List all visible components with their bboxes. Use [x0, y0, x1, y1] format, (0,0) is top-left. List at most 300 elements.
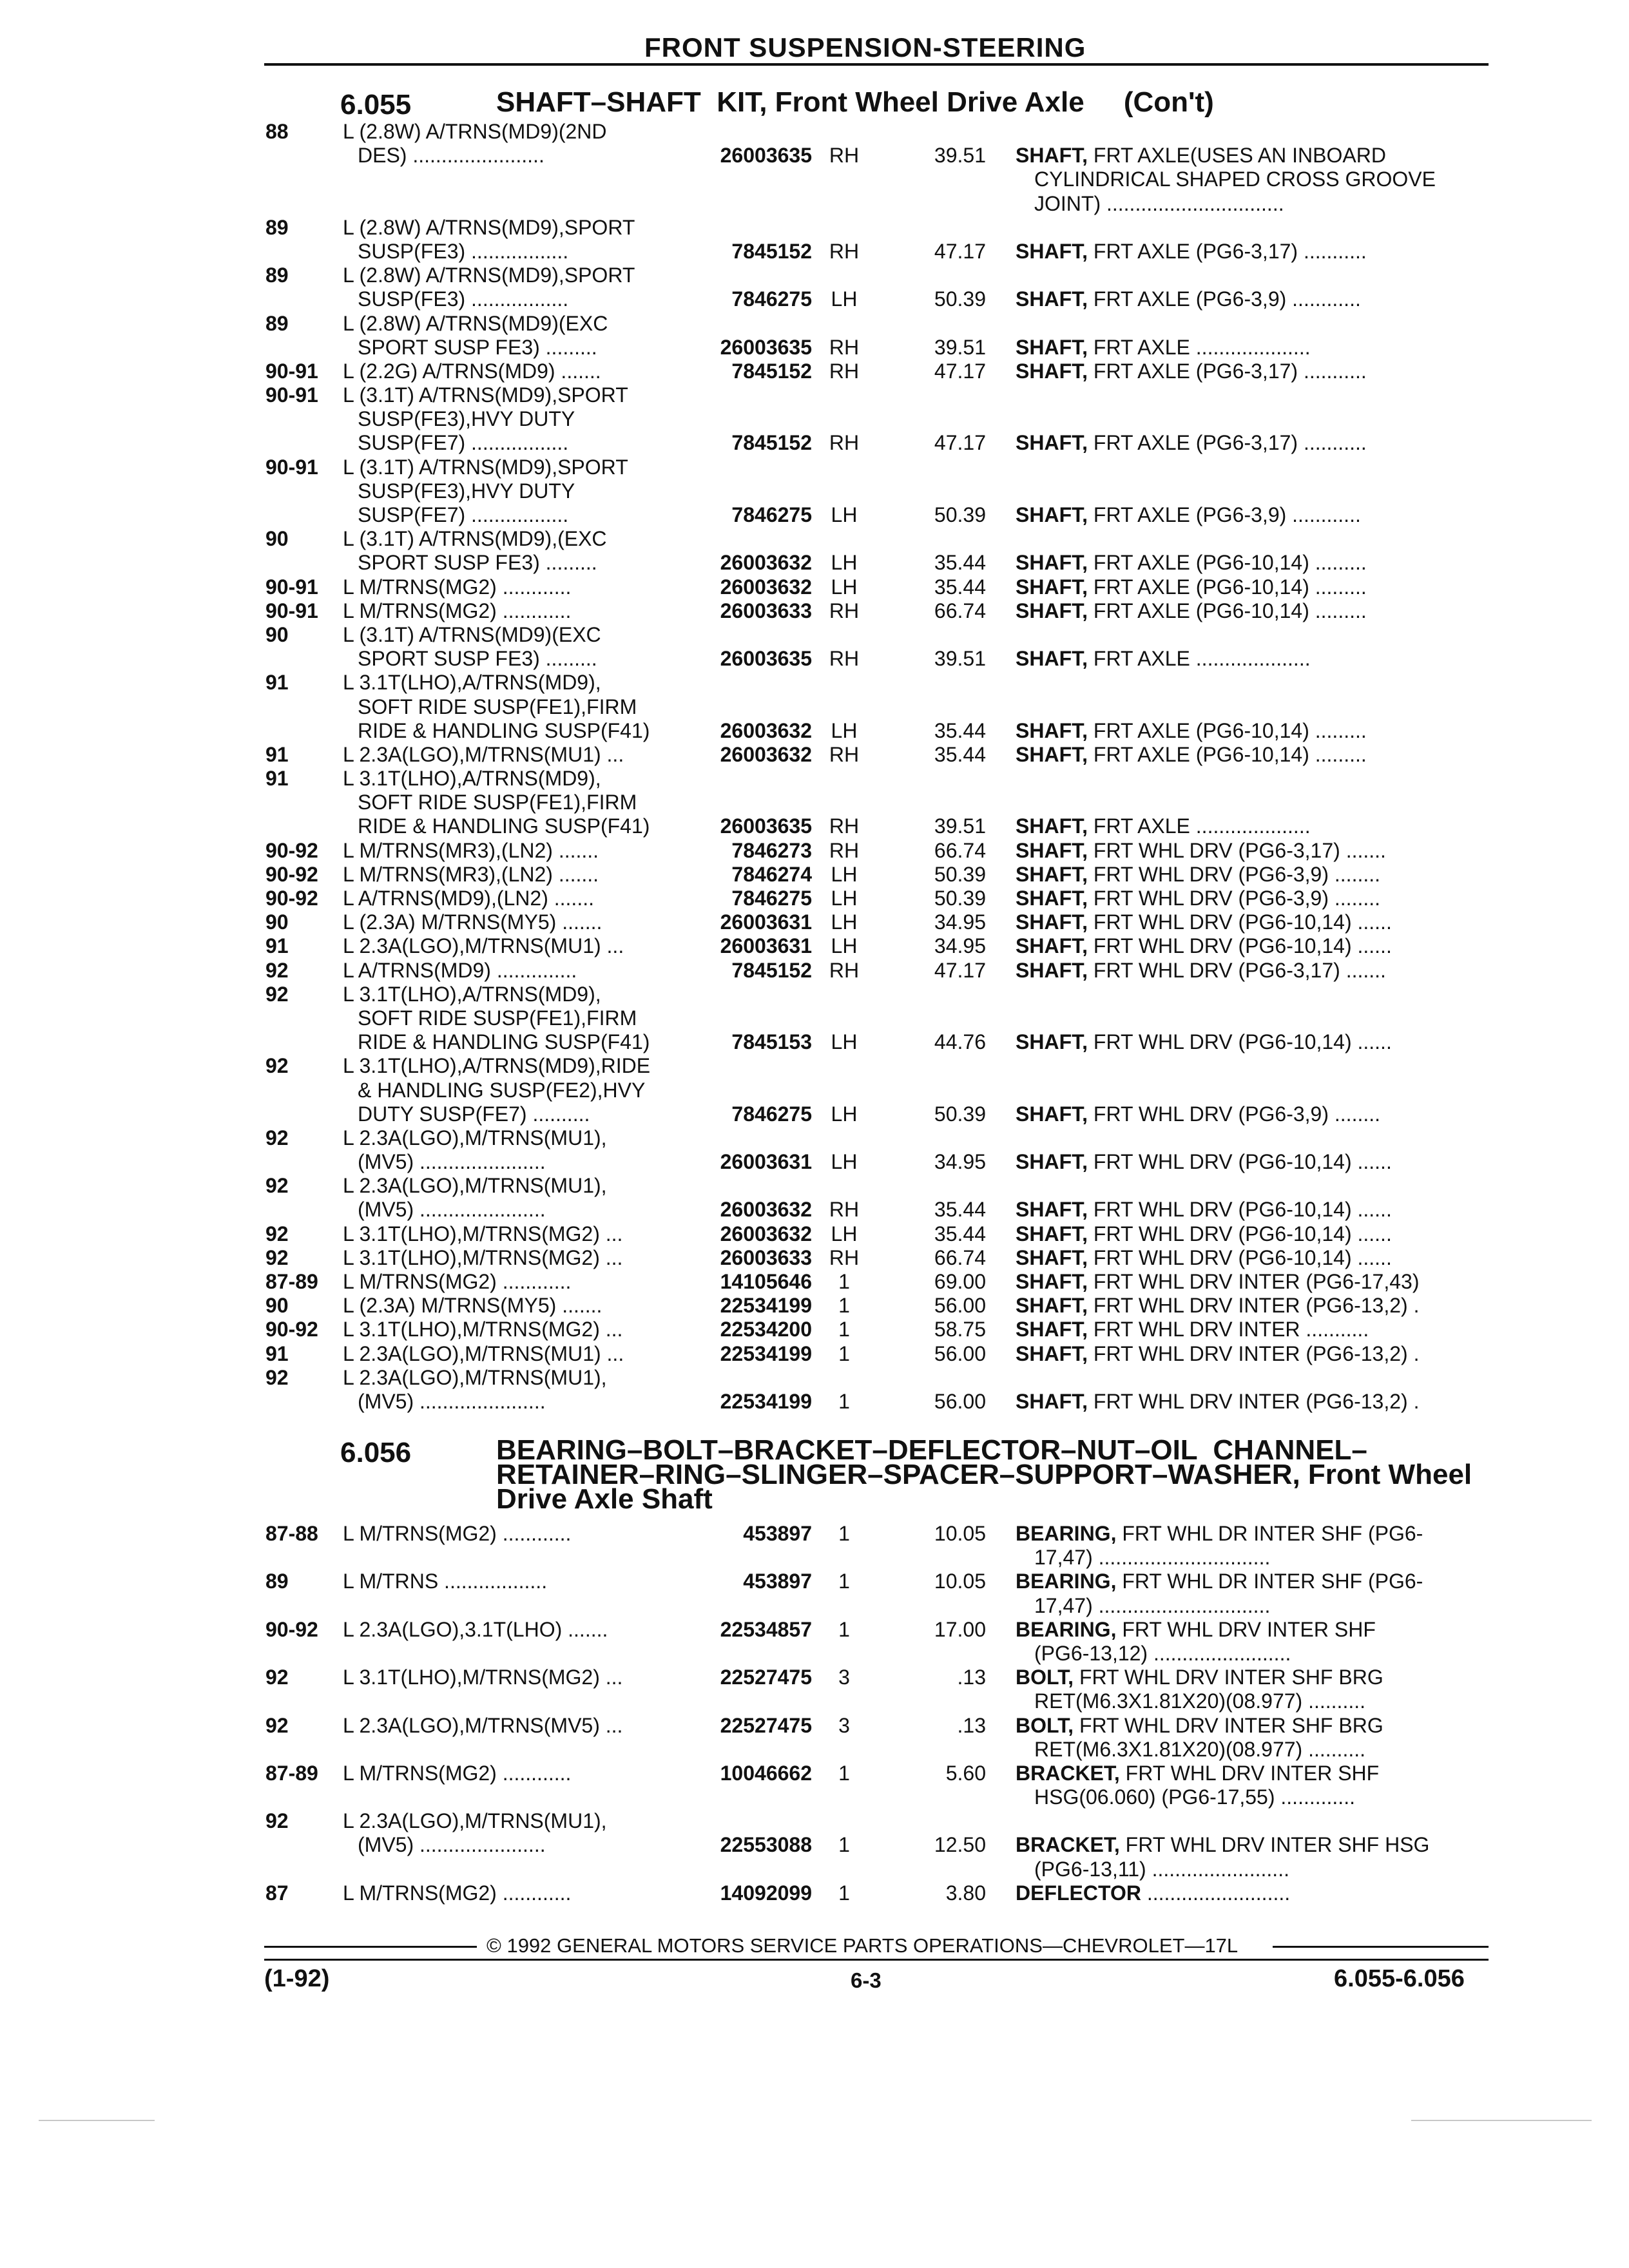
part-number: 26003632	[720, 742, 812, 766]
application-description: (MV5) ......................	[358, 1150, 546, 1174]
application-description: SOFT RIDE SUSP(FE1),FIRM	[358, 1006, 637, 1030]
quantity-side: 1	[838, 1318, 850, 1341]
part-name	[1034, 1738, 1365, 1762]
part-name-detail: FRT AXLE (PG6-10,14) .........	[1088, 599, 1367, 622]
section-number: 6.055	[340, 89, 412, 120]
model-year: 90-92	[265, 887, 318, 910]
model-year: 92	[265, 1126, 289, 1149]
list-price: .13	[957, 1713, 986, 1737]
application-description: L 2.3A(LGO),M/TRNS(MU1),	[343, 1126, 607, 1149]
part-number: 22534199	[720, 1294, 812, 1318]
list-price: 44.76	[934, 1030, 986, 1054]
part-name-detail: FRT AXLE (PG6-3,9) ............	[1088, 287, 1361, 311]
application-description: L M/TRNS(MG2) ............	[343, 1881, 572, 1905]
table-row	[0, 767, 1629, 791]
part-name	[1016, 551, 1367, 575]
part-name	[1034, 1858, 1289, 1881]
part-name-keyword: DEFLECTOR	[1016, 1881, 1141, 1905]
part-name-detail: FRT WHL DRV INTER (PG6-17,43)	[1088, 1270, 1420, 1293]
part-name-detail: FRT WHL DRV INTER (PG6-13,2) .	[1088, 1341, 1420, 1365]
part-name-detail: FRT AXLE (PG6-3,17) ...........	[1088, 431, 1367, 455]
quantity-side: LH	[831, 1102, 858, 1126]
application-description: SUSP(FE3),HVY DUTY	[358, 407, 575, 431]
table-row	[0, 1079, 1629, 1102]
part-name-keyword: SHAFT,	[1016, 144, 1088, 168]
table-row	[0, 910, 1629, 934]
part-name-keyword: SHAFT,	[1016, 958, 1088, 982]
table-row	[0, 216, 1629, 240]
model-year: 90	[265, 527, 289, 551]
application-description: L (2.3A) M/TRNS(MY5) .......	[343, 910, 602, 934]
part-name-detail: FRT WHL DRV INTER SHF BRG	[1074, 1713, 1383, 1737]
part-name	[1016, 1030, 1392, 1054]
application-description: L M/TRNS(MR3),(LN2) .......	[343, 838, 599, 862]
model-year: 90	[265, 1294, 289, 1318]
part-name-keyword: SHAFT,	[1016, 1318, 1088, 1341]
application-description: L (3.1T) A/TRNS(MD9),SPORT	[343, 455, 628, 479]
quantity-side: 1	[838, 1522, 850, 1545]
model-year: 87-89	[265, 1270, 318, 1293]
application-description: L 3.1T(LHO),M/TRNS(MG2) ...	[343, 1666, 623, 1689]
model-year: 89	[265, 215, 289, 239]
part-number: 7846275	[731, 1102, 812, 1126]
table-row	[0, 1294, 1629, 1318]
quantity-side: LH	[831, 862, 858, 886]
part-name-detail: FRT WHL DRV (PG6-10,14) ......	[1088, 1030, 1392, 1054]
model-year: 90-91	[265, 455, 318, 479]
quantity-side: RH	[829, 1198, 860, 1222]
application-description: L M/TRNS(MG2) ............	[343, 1522, 572, 1545]
part-name-detail: FRT WHL DR INTER SHF (PG6-	[1116, 1522, 1423, 1545]
table-row	[0, 503, 1629, 527]
part-name-detail: FRT WHL DRV (PG6-10,14) ......	[1088, 1245, 1392, 1269]
part-name-detail: RET(M6.3X1.81X20)(08.977) ..........	[1034, 1689, 1365, 1713]
quantity-side: LH	[831, 1030, 858, 1054]
quantity-side: 3	[838, 1713, 850, 1737]
application-description: L M/TRNS(MG2) ............	[343, 1270, 572, 1293]
part-name	[1016, 1246, 1392, 1270]
part-name	[1034, 1642, 1291, 1666]
application-description: L 2.3A(LGO),3.1T(LHO) .......	[343, 1617, 608, 1641]
part-name-keyword: SHAFT,	[1016, 551, 1088, 575]
application-description: L M/TRNS(MG2) ............	[343, 599, 572, 622]
list-price: 56.00	[934, 1294, 986, 1318]
part-name-detail: FRT WHL DRV INTER SHF HSG	[1119, 1833, 1430, 1857]
part-name-keyword: SHAFT,	[1016, 1102, 1088, 1126]
application-description: SUSP(FE7) .................	[358, 431, 569, 455]
footer-rule-right	[1273, 1946, 1489, 1948]
part-name-keyword: SHAFT,	[1016, 359, 1088, 383]
list-price: 56.00	[934, 1341, 986, 1365]
table-row	[0, 743, 1629, 767]
table-row	[0, 1126, 1629, 1150]
application-description: L (2.8W) A/TRNS(MD9)(2ND	[343, 120, 607, 143]
table-row	[0, 1738, 1629, 1762]
part-name-detail: FRT AXLE ....................	[1088, 814, 1311, 838]
part-name-keyword: SHAFT,	[1016, 1030, 1088, 1054]
list-price: 34.95	[934, 910, 986, 934]
part-name	[1016, 1150, 1392, 1174]
part-name-detail: FRT AXLE (PG6-10,14) .........	[1088, 718, 1367, 742]
application-description: SUSP(FE3),HVY DUTY	[358, 479, 575, 503]
part-name	[1016, 814, 1311, 838]
part-name-detail: (PG6-13,12) ........................	[1034, 1641, 1291, 1665]
part-number: 26003631	[720, 910, 812, 934]
part-name	[1034, 1546, 1270, 1570]
part-name	[1016, 287, 1361, 311]
model-year: 92	[265, 1713, 289, 1737]
quantity-side: RH	[829, 958, 860, 982]
part-name-detail: 17,47) ..............................	[1034, 1593, 1271, 1617]
parts-table	[0, 120, 1629, 1414]
part-name	[1016, 743, 1367, 767]
application-description: L M/TRNS(MG2) ............	[343, 575, 572, 599]
part-number: 7846275	[731, 503, 812, 526]
application-description: SPORT SUSP FE3) .........	[358, 335, 597, 359]
model-year: 92	[265, 1245, 289, 1269]
part-name-detail: FRT WHL DRV (PG6-10,14) ......	[1088, 1198, 1392, 1222]
list-price: 58.75	[934, 1318, 986, 1341]
part-name-keyword: BOLT,	[1016, 1713, 1074, 1737]
model-year: 90-92	[265, 838, 318, 862]
table-row	[0, 863, 1629, 887]
part-number: 26003631	[720, 934, 812, 958]
table-row	[0, 1858, 1629, 1881]
part-name	[1016, 910, 1392, 934]
footer-copyright: © 1992 GENERAL MOTORS SERVICE PARTS OPERATIONS—CHEVROLET—17L	[487, 1934, 1239, 1957]
part-name-detail: (PG6-13,11) ........................	[1034, 1857, 1289, 1881]
application-description: (MV5) ......................	[358, 1389, 546, 1413]
quantity-side: 1	[838, 1570, 850, 1593]
model-year: 87-88	[265, 1522, 318, 1545]
table-row	[0, 1390, 1629, 1414]
part-name	[1016, 144, 1386, 168]
part-number: 26003632	[720, 1198, 812, 1222]
part-name-keyword: BEARING,	[1016, 1522, 1117, 1545]
part-name	[1016, 959, 1386, 983]
part-name-detail: FRT WHL DRV INTER (PG6-13,2) .	[1088, 1294, 1420, 1318]
part-number: 7846273	[731, 838, 812, 862]
part-name-detail: FRT WHL DRV INTER SHF	[1116, 1617, 1376, 1641]
part-number: 7846275	[731, 287, 812, 311]
part-name-detail: FRT WHL DRV INTER ...........	[1088, 1318, 1369, 1341]
part-name	[1034, 168, 1436, 191]
table-row	[0, 1833, 1629, 1857]
part-name-keyword: SHAFT,	[1016, 1389, 1088, 1413]
table-row	[0, 1785, 1629, 1809]
part-name	[1034, 192, 1284, 216]
part-name	[1016, 1342, 1419, 1366]
application-description: L M/TRNS(MR3),(LN2) .......	[343, 862, 599, 886]
list-price: .13	[957, 1666, 986, 1689]
model-year: 90-92	[265, 862, 318, 886]
quantity-side: RH	[829, 1245, 860, 1269]
table-row	[0, 1246, 1629, 1270]
part-name-detail: FRT AXLE (PG6-3,17) ...........	[1088, 239, 1367, 263]
model-year: 87	[265, 1881, 289, 1905]
table-row	[0, 312, 1629, 336]
part-name-keyword: SHAFT,	[1016, 742, 1088, 766]
part-name	[1034, 1594, 1270, 1618]
part-number: 22534857	[720, 1617, 812, 1641]
part-number: 26003632	[720, 575, 812, 599]
table-row	[0, 336, 1629, 360]
application-description: L 3.1T(LHO),A/TRNS(MD9),	[343, 982, 601, 1006]
part-name	[1016, 647, 1311, 671]
part-name-keyword: SHAFT,	[1016, 647, 1088, 671]
footer-date-code: (1-92)	[264, 1965, 330, 1992]
quantity-side: 1	[838, 1761, 850, 1785]
list-price: 47.17	[934, 359, 986, 383]
part-name-detail: FRT AXLE (PG6-10,14) .........	[1088, 551, 1367, 575]
part-name	[1016, 1522, 1423, 1546]
table-row	[0, 599, 1629, 623]
part-name	[1034, 1785, 1355, 1809]
quantity-side: LH	[831, 887, 858, 910]
table-row	[0, 1642, 1629, 1666]
application-description: L (3.1T) A/TRNS(MD9),(EXC	[343, 527, 607, 551]
part-name-detail: FRT WHL DR INTER SHF (PG6-	[1116, 1570, 1423, 1593]
page-header-title: FRONT SUSPENSION-STEERING	[644, 32, 1086, 62]
application-description: L 3.1T(LHO),A/TRNS(MD9),	[343, 671, 601, 695]
application-description: SUSP(FE3) .................	[358, 287, 569, 311]
application-description: L 3.1T(LHO),M/TRNS(MG2) ...	[343, 1245, 623, 1269]
application-description: L (2.2G) A/TRNS(MD9) .......	[343, 359, 601, 383]
part-number: 7845152	[731, 431, 812, 455]
part-name	[1016, 360, 1367, 383]
part-name-detail: FRT WHL DRV (PG6-3,9) ........	[1088, 887, 1381, 910]
table-row	[0, 264, 1629, 287]
part-name-keyword: SHAFT,	[1016, 239, 1088, 263]
application-description: DUTY SUSP(FE7) ..........	[358, 1102, 590, 1126]
part-name	[1016, 839, 1386, 863]
quantity-side: RH	[829, 647, 860, 671]
part-name-detail: FRT AXLE (PG6-10,14) .........	[1088, 742, 1367, 766]
section-title-line-1: BEARING–BOLT–BRACKET–DEFLECTOR–NUT–OIL CHANNEL–	[496, 1434, 1367, 1466]
application-description: L A/TRNS(MD9) ..............	[343, 958, 577, 982]
part-name	[1034, 1689, 1365, 1713]
part-number: 26003632	[720, 551, 812, 575]
part-number: 26003633	[720, 1245, 812, 1269]
footer-rule-left	[264, 1946, 477, 1948]
table-row	[0, 1570, 1629, 1593]
quantity-side: LH	[831, 718, 858, 742]
part-name	[1016, 1102, 1380, 1126]
part-name-keyword: SHAFT,	[1016, 1245, 1088, 1269]
list-price: 47.17	[934, 239, 986, 263]
part-name-keyword: SHAFT,	[1016, 814, 1088, 838]
part-number: 7845152	[731, 359, 812, 383]
table-row	[0, 623, 1629, 647]
model-year: 92	[265, 1222, 289, 1245]
application-description: L 3.1T(LHO),A/TRNS(MD9),	[343, 767, 601, 791]
list-price: 5.60	[945, 1761, 986, 1785]
list-price: 10.05	[934, 1570, 986, 1593]
part-name-keyword: SHAFT,	[1016, 575, 1088, 599]
table-row	[0, 360, 1629, 383]
application-description: L (2.8W) A/TRNS(MD9),SPORT	[343, 215, 635, 239]
part-name-keyword: SHAFT,	[1016, 599, 1088, 622]
part-name	[1016, 575, 1367, 599]
model-year: 90-91	[265, 575, 318, 599]
application-description: L (3.1T) A/TRNS(MD9)(EXC	[343, 622, 601, 646]
part-name-detail: FRT WHL DRV (PG6-10,14) ......	[1088, 910, 1392, 934]
part-name-keyword: SHAFT,	[1016, 503, 1088, 526]
table-row	[0, 551, 1629, 575]
table-row	[0, 575, 1629, 599]
table-row	[0, 695, 1629, 719]
application-description: SUSP(FE7) .................	[358, 503, 569, 526]
part-name-detail: FRT WHL DRV INTER SHF	[1119, 1761, 1380, 1785]
table-row	[0, 1618, 1629, 1642]
quantity-side: 1	[838, 1294, 850, 1318]
part-name-detail: RET(M6.3X1.81X20)(08.977) ..........	[1034, 1737, 1365, 1761]
application-description: L 2.3A(LGO),M/TRNS(MU1),	[343, 1809, 607, 1833]
part-number: 7845152	[731, 958, 812, 982]
part-number: 22527475	[720, 1713, 812, 1737]
part-number: 26003635	[720, 335, 812, 359]
table-row	[0, 983, 1629, 1006]
part-name-detail: CYLINDRICAL SHAPED CROSS GROOVE	[1034, 168, 1436, 191]
part-number: 26003635	[720, 144, 812, 168]
part-name-keyword: SHAFT,	[1016, 718, 1088, 742]
model-year: 92	[265, 958, 289, 982]
part-name	[1016, 1294, 1419, 1318]
part-name-detail: .........................	[1141, 1881, 1291, 1905]
application-description: RIDE & HANDLING SUSP(F41)	[358, 814, 650, 838]
part-number: 22527475	[720, 1666, 812, 1689]
list-price: 39.51	[934, 814, 986, 838]
table-row	[0, 1762, 1629, 1785]
quantity-side: LH	[831, 575, 858, 599]
quantity-side: LH	[831, 1222, 858, 1245]
table-row	[0, 934, 1629, 958]
part-number: 7846275	[731, 887, 812, 910]
model-year: 92	[265, 1666, 289, 1689]
part-number: 14092099	[720, 1881, 812, 1905]
quantity-side: 1	[838, 1270, 850, 1293]
list-price: 34.95	[934, 1150, 986, 1174]
part-name-keyword: BRACKET,	[1016, 1761, 1120, 1785]
application-description: L M/TRNS(MG2) ............	[343, 1761, 572, 1785]
part-name-detail: FRT WHL DRV (PG6-10,14) ......	[1088, 1222, 1392, 1245]
table-row	[0, 287, 1629, 311]
model-year: 90-92	[265, 1617, 318, 1641]
part-number: 22553088	[720, 1833, 812, 1857]
table-row	[0, 192, 1629, 216]
part-name-keyword: BEARING,	[1016, 1570, 1117, 1593]
part-number: 7845152	[731, 239, 812, 263]
quantity-side: LH	[831, 910, 858, 934]
application-description: L M/TRNS ..................	[343, 1570, 548, 1593]
list-price: 50.39	[934, 503, 986, 526]
model-year: 91	[265, 742, 289, 766]
part-number: 7845153	[731, 1030, 812, 1054]
list-price: 12.50	[934, 1833, 986, 1857]
table-row	[0, 791, 1629, 814]
part-number: 7846274	[731, 862, 812, 886]
table-row	[0, 1594, 1629, 1618]
model-year: 91	[265, 767, 289, 791]
model-year: 89	[265, 311, 289, 335]
table-row	[0, 839, 1629, 863]
table-row	[0, 1270, 1629, 1294]
list-price: 47.17	[934, 958, 986, 982]
list-price: 47.17	[934, 431, 986, 455]
part-name	[1016, 1881, 1290, 1905]
application-description: L 2.3A(LGO),M/TRNS(MV5) ...	[343, 1713, 623, 1737]
application-description: L A/TRNS(MD9),(LN2) .......	[343, 887, 594, 910]
part-name-detail: FRT WHL DRV (PG6-10,14) ......	[1088, 1150, 1392, 1174]
part-name	[1016, 1618, 1376, 1642]
quantity-side: LH	[831, 503, 858, 526]
application-description: (MV5) ......................	[358, 1198, 546, 1222]
part-name-keyword: SHAFT,	[1016, 1270, 1088, 1293]
list-price: 69.00	[934, 1270, 986, 1293]
part-name	[1016, 336, 1311, 360]
quantity-side: RH	[829, 838, 860, 862]
quantity-side: 3	[838, 1666, 850, 1689]
table-row	[0, 144, 1629, 168]
application-description: DES) .......................	[358, 144, 545, 168]
application-description: RIDE & HANDLING SUSP(F41)	[358, 1030, 650, 1054]
application-description: SPORT SUSP FE3) .........	[358, 551, 597, 575]
part-name-detail: FRT WHL DRV INTER (PG6-13,2) .	[1088, 1389, 1420, 1413]
application-description: L (2.3A) M/TRNS(MY5) .......	[343, 1294, 602, 1318]
list-price: 39.51	[934, 144, 986, 168]
quantity-side: 1	[838, 1389, 850, 1413]
part-name	[1016, 1833, 1429, 1857]
part-name	[1016, 1390, 1419, 1414]
quantity-side: LH	[831, 287, 858, 311]
list-price: 17.00	[934, 1617, 986, 1641]
part-name	[1016, 1270, 1419, 1294]
part-name-detail: FRT AXLE (PG6-10,14) .........	[1088, 575, 1367, 599]
table-row	[0, 168, 1629, 191]
part-name-keyword: BRACKET,	[1016, 1833, 1120, 1857]
list-price: 66.74	[934, 1245, 986, 1269]
list-price: 50.39	[934, 887, 986, 910]
list-price: 39.51	[934, 647, 986, 671]
scan-artifact	[39, 2120, 155, 2121]
part-name-detail: 17,47) ..............................	[1034, 1546, 1271, 1570]
part-name-detail: FRT WHL DRV INTER SHF BRG	[1074, 1666, 1383, 1689]
application-description: L (2.8W) A/TRNS(MD9),SPORT	[343, 264, 635, 287]
model-year: 91	[265, 1341, 289, 1365]
table-row	[0, 887, 1629, 910]
application-description: L (2.8W) A/TRNS(MD9)(EXC	[343, 311, 608, 335]
quantity-side: 1	[838, 1341, 850, 1365]
part-name-keyword: SHAFT,	[1016, 287, 1088, 311]
part-name	[1016, 240, 1367, 264]
quantity-side: 1	[838, 1617, 850, 1641]
quantity-side: LH	[831, 1150, 858, 1174]
part-number: 26003632	[720, 718, 812, 742]
model-year: 90	[265, 910, 289, 934]
part-name-keyword: SHAFT,	[1016, 1222, 1088, 1245]
table-row	[0, 1366, 1629, 1390]
part-name-keyword: BOLT,	[1016, 1666, 1074, 1689]
scan-artifact	[1411, 2120, 1592, 2121]
part-name-detail: FRT WHL DRV (PG6-3,9) ........	[1088, 1102, 1381, 1126]
part-name	[1016, 887, 1380, 910]
list-price: 56.00	[934, 1389, 986, 1413]
table-row	[0, 1318, 1629, 1341]
table-row	[0, 1030, 1629, 1054]
part-name-keyword: SHAFT,	[1016, 1198, 1088, 1222]
model-year: 88	[265, 120, 289, 143]
application-description: RIDE & HANDLING SUSP(F41)	[358, 718, 650, 742]
